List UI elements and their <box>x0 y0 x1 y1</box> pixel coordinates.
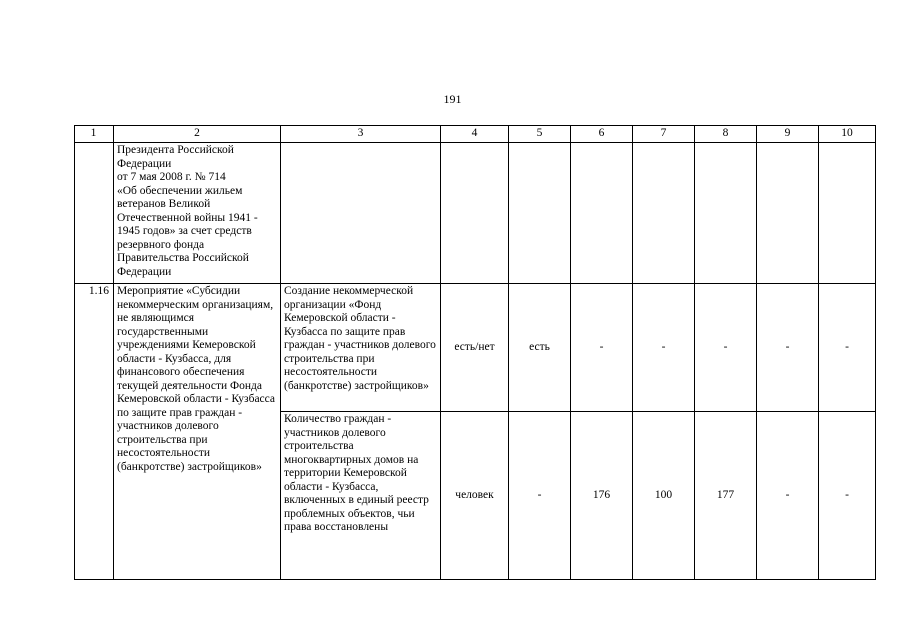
event-description: Мероприятие «Субсидии некоммерческим организациям, не являющимся государственными учреждениями Кемеровской области - Кузбасса, для финансового обеспечения текущей деятельности Фонда Кемеровской области - Кузбасса по защите прав граждан - участников долевого строительства при несостоятельности (банкротстве) застройщиков» <box>114 284 281 580</box>
empty-cell <box>509 143 571 284</box>
row-1-16-indicator-1 <box>75 284 876 412</box>
value-col-5: - <box>509 412 571 580</box>
empty-cell <box>441 143 509 284</box>
header-col-2: 2 <box>114 126 281 143</box>
header-col-9: 9 <box>757 126 819 143</box>
value-col-5: есть <box>509 284 571 412</box>
value-col-8: - <box>695 284 757 412</box>
header-col-7: 7 <box>633 126 695 143</box>
empty-cell <box>819 143 876 284</box>
header-col-4: 4 <box>441 126 509 143</box>
header-col-6: 6 <box>571 126 633 143</box>
value-col-6: 176 <box>571 412 633 580</box>
row-number: 1.16 <box>75 284 114 580</box>
indicator-name: Создание некоммерческой организации «Фонд Кемеровской области - Кузбасса по защите прав граждан - участников долевого строительства при несостоятельности (банкротстве) застройщиков» <box>281 284 441 412</box>
value-col-7: 100 <box>633 412 695 580</box>
value-col-8: 177 <box>695 412 757 580</box>
indicator-name: Количество граждан - участников долевого строительства многоквартирных домов на территории Кемеровской области - Кузбасса, включенных в единый реестр проблемных объектов, чьи права восстановлены <box>281 412 441 580</box>
empty-cell <box>757 143 819 284</box>
empty-cell <box>281 143 441 284</box>
empty-cell <box>633 143 695 284</box>
value-col-9: - <box>757 412 819 580</box>
continuation-row <box>75 143 876 284</box>
header-col-3: 3 <box>281 126 441 143</box>
indicator-unit: есть/нет <box>441 284 509 412</box>
indicator-unit: человек <box>441 412 509 580</box>
value-col-7: - <box>633 284 695 412</box>
value-col-6: - <box>571 284 633 412</box>
header-col-8: 8 <box>695 126 757 143</box>
value-col-10: - <box>819 412 876 580</box>
header-col-5: 5 <box>509 126 571 143</box>
continuation-event-cell: Президента Российской Федерации от 7 мая 2008 г. № 714 «Об обеспечении жильем ветеранов Великой Отечественной войны 1941 - 1945 годов» за счет средств резервного фонда Правительства Российской Федерации <box>114 143 281 284</box>
continuation-num-cell <box>75 143 114 284</box>
program-table <box>74 125 876 580</box>
header-row <box>75 126 876 143</box>
empty-cell <box>571 143 633 284</box>
header-col-10: 10 <box>819 126 876 143</box>
page-number: 191 <box>443 92 462 106</box>
value-col-10: - <box>819 284 876 412</box>
value-col-9: - <box>757 284 819 412</box>
empty-cell <box>695 143 757 284</box>
header-col-1: 1 <box>75 126 114 143</box>
